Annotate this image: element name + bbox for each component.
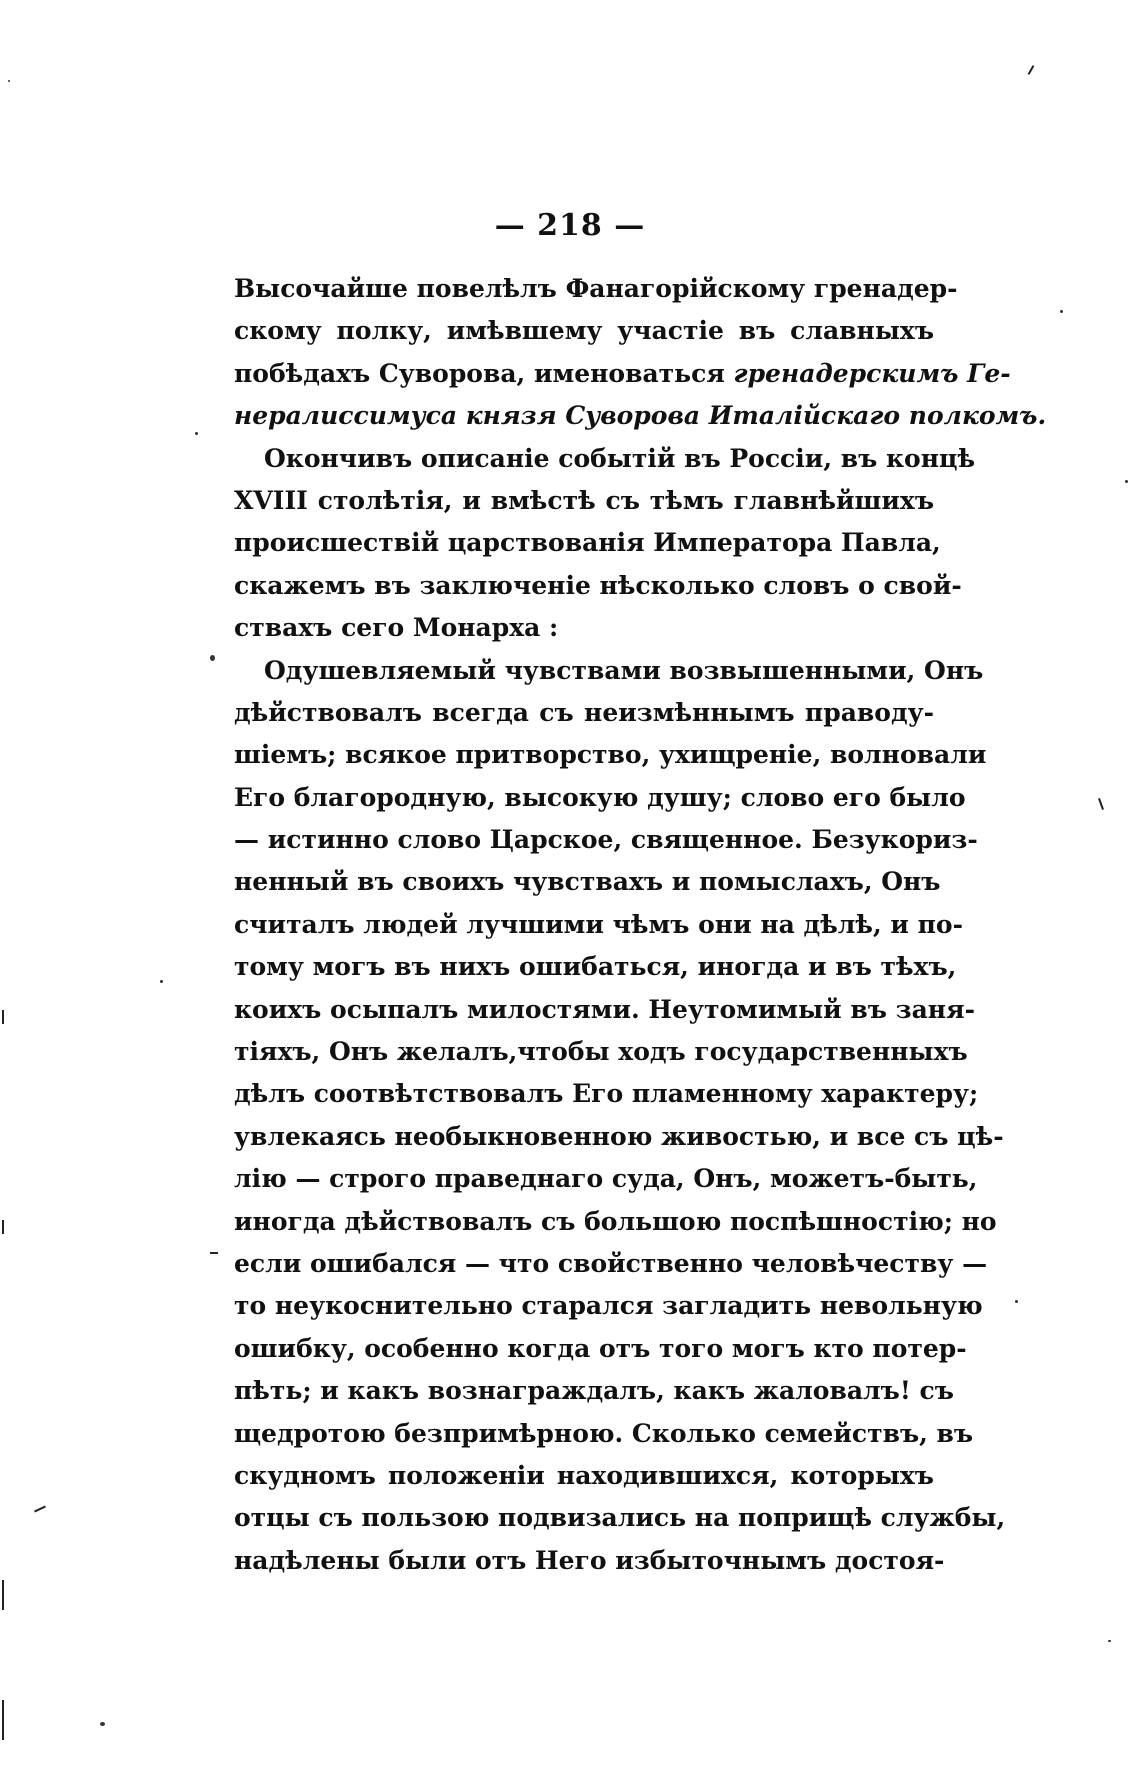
text-line: иногда дѣйствовалъ съ большою поспѣшностію; но xyxy=(234,1206,997,1236)
text-line: то неукоснительно старался загладить невольную xyxy=(234,1291,983,1321)
scan-speck xyxy=(195,432,198,435)
text-line: тіяхъ, Онъ желалъ,чтобы ходъ государственныхъ xyxy=(234,1037,968,1067)
main-text xyxy=(234,268,1047,1582)
text-line: ствахъ сего Монарха : xyxy=(234,613,559,643)
text-line: происшествій царствованія Императора Павла, xyxy=(234,528,941,558)
scan-mark xyxy=(2,1220,4,1234)
scan-mark xyxy=(2,1580,4,1610)
page-number: — 218 — xyxy=(494,208,646,243)
italic-text: гренадерскимъ Ге- xyxy=(733,358,1011,388)
text-line: скудномъ положеніи находившихся, которыхъ xyxy=(234,1460,934,1490)
text-line: дѣйствовалъ всегда съ неизмѣннымъ праводу- xyxy=(234,697,934,727)
text-line: лію — строго праведнаго суда, Онъ, можетъ-быть, xyxy=(234,1164,978,1194)
text-line: скому полку, имѣвшему участіе въ славныхъ xyxy=(234,316,934,346)
text-line: пѣть; и какъ вознаграждалъ, какъ жаловалъ! съ xyxy=(234,1376,954,1406)
text-line: увлекаясь необыкновенною живостью, и все съ цѣ- xyxy=(234,1121,1004,1151)
scan-mark xyxy=(210,1252,218,1254)
text-line: Высочайше повелѣлъ Фанагорійскому гренадер- xyxy=(234,274,958,303)
scan-speck xyxy=(1060,310,1063,313)
text-line: отцы съ пользою подвизались на поприщѣ службы, xyxy=(234,1503,1006,1533)
scan-speck xyxy=(8,80,10,82)
scan-speck xyxy=(1015,1300,1018,1303)
text-line: Его благородную, высокую душу; слово его было xyxy=(234,782,966,812)
text-line: XVIII столѣтія, и вмѣстѣ съ тѣмъ главнѣйшихъ xyxy=(234,485,934,515)
text-line: нералиссимуса князя Суворова Италійскаго полкомъ. xyxy=(234,401,1047,431)
text-line: ошибку, особенно когда отъ того могъ кто потер- xyxy=(234,1333,967,1363)
text-line: Одушевляемый чувствами возвышенными, Онъ xyxy=(264,655,984,685)
scan-speck xyxy=(100,1722,105,1726)
text-line: если ошибался — что свойственно человѣчеству — xyxy=(234,1248,988,1278)
text-line: считалъ людей лучшими чѣмъ они на дѣлѣ, и по- xyxy=(234,909,963,939)
text-line: дѣлъ соотвѣтствовалъ Его пламенному характеру; xyxy=(234,1079,979,1109)
scan-mark xyxy=(2,1700,4,1740)
text-line xyxy=(234,353,1011,395)
text-line: щедротою безпримѣрною. Сколько семействъ, въ xyxy=(234,1418,974,1448)
scan-speck xyxy=(160,980,163,983)
text-line: ненный въ своихъ чувствахъ и помыслахъ, Онъ xyxy=(234,867,941,897)
scan-mark xyxy=(34,1506,46,1513)
text-line: коихъ осыпалъ милостями. Неутомимый въ заня- xyxy=(234,994,975,1024)
text-line: тому могъ въ нихъ ошибаться, иногда и въ тѣхъ, xyxy=(234,952,957,982)
text-line: — истинно слово Царское, священное. Безукориз- xyxy=(234,825,978,855)
text-line: надѣлены были отъ Него избыточнымъ достоя- xyxy=(234,1545,945,1575)
text-line: Окончивъ описаніе событій въ Россіи, въ концѣ xyxy=(264,443,976,473)
text-line-part: побѣдахъ Суворова, именоваться xyxy=(234,358,734,388)
scan-speck xyxy=(1108,1640,1111,1642)
scan-speck xyxy=(1125,480,1128,483)
scan-mark xyxy=(1028,65,1035,75)
scan-mark xyxy=(1098,798,1104,810)
scan-speck xyxy=(210,655,215,661)
text-line: скажемъ въ заключеніе нѣсколько словъ о свой- xyxy=(234,570,962,600)
text-line: шіемъ; всякое притворство, ухищреніе, волновали xyxy=(234,740,987,770)
scan-mark xyxy=(2,1010,4,1024)
